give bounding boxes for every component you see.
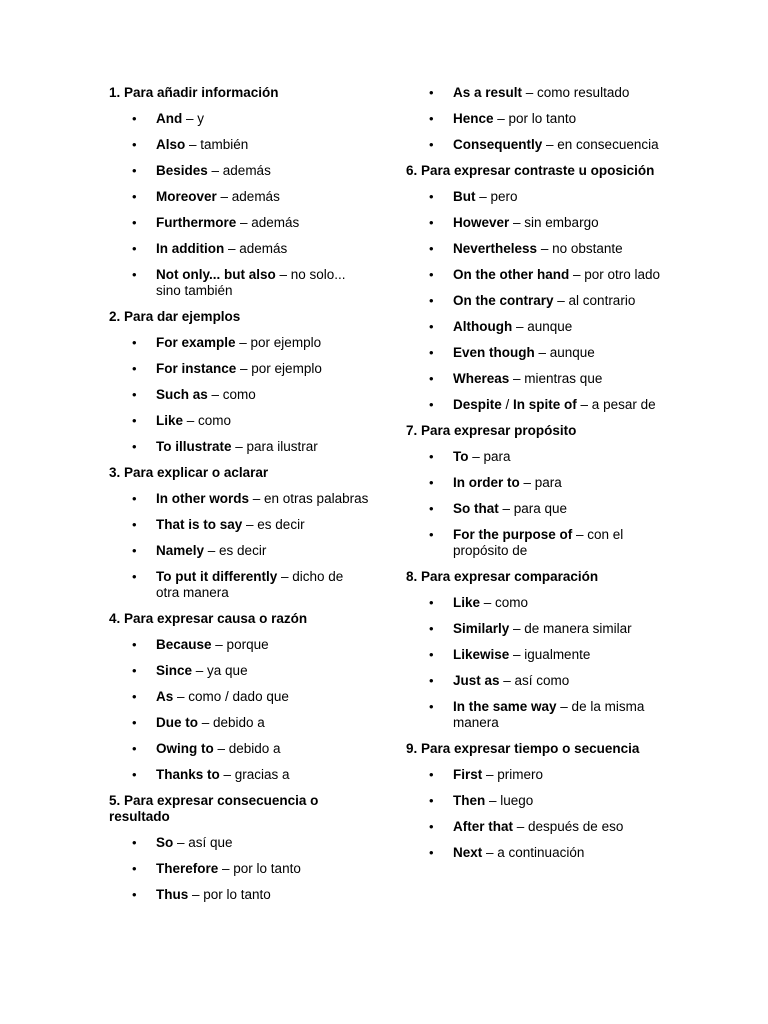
bullet-icon: • xyxy=(132,163,137,178)
bullet-icon: • xyxy=(132,491,137,506)
bullet-icon: • xyxy=(429,267,434,282)
translation: – no solo... sino también xyxy=(156,267,346,298)
translation: – por ejemplo xyxy=(235,335,322,350)
list-item xyxy=(406,137,668,153)
translation: – así que xyxy=(173,835,233,850)
section-title: 6. Para expresar contraste u oposición xyxy=(406,163,655,178)
list-item xyxy=(109,741,369,757)
bullet-icon: • xyxy=(429,189,434,204)
translation: – para que xyxy=(498,501,568,516)
term: Not only... but also xyxy=(156,267,276,282)
list-item xyxy=(109,267,369,299)
translation: – en otras palabras xyxy=(249,491,369,506)
term: Like xyxy=(453,595,481,610)
bullet-icon: • xyxy=(429,621,434,636)
term: Because xyxy=(156,637,212,652)
list-item xyxy=(406,793,668,809)
term: Similarly xyxy=(453,621,510,636)
translation: – después de eso xyxy=(513,819,624,834)
term: Like xyxy=(156,413,184,428)
bullet-icon: • xyxy=(429,647,434,662)
bullet-icon: • xyxy=(429,137,434,152)
translation: – con el propósito de xyxy=(453,527,624,558)
list-item xyxy=(406,215,668,231)
list-item xyxy=(406,371,668,387)
term: Furthermore xyxy=(156,215,237,230)
translation: – como xyxy=(207,387,256,402)
term: On the contrary xyxy=(453,293,554,308)
list-item xyxy=(109,689,369,705)
list-item xyxy=(406,475,668,491)
section-title: 4. Para expresar causa o razón xyxy=(109,611,308,626)
translation: – sin embargo xyxy=(509,215,599,230)
list-item xyxy=(406,845,668,861)
translation: – para ilustrar xyxy=(231,439,318,454)
list-item xyxy=(109,335,369,351)
translation: – también xyxy=(185,137,249,152)
term: Hence xyxy=(453,111,494,126)
bullet-icon: • xyxy=(132,887,137,902)
term: Moreover xyxy=(156,189,217,204)
bullet-icon: • xyxy=(429,673,434,688)
list-item xyxy=(109,569,369,601)
term: Besides xyxy=(156,163,208,178)
translation: – además xyxy=(216,189,280,204)
list-item xyxy=(109,491,369,507)
bullet-icon: • xyxy=(132,689,137,704)
bullet-icon: • xyxy=(429,345,434,360)
bullet-icon: • xyxy=(132,741,137,756)
bullet-icon: • xyxy=(429,501,434,516)
bullet-icon: • xyxy=(429,819,434,834)
term: On the other hand xyxy=(453,267,570,282)
bullet-icon: • xyxy=(132,137,137,152)
bullet-icon: • xyxy=(132,111,137,126)
section xyxy=(109,309,369,455)
term: Owing to xyxy=(156,741,214,756)
term: In order to xyxy=(453,475,520,490)
section xyxy=(109,793,369,903)
bullet-icon: • xyxy=(429,475,434,490)
translation: – mientras que xyxy=(509,371,603,386)
translation: – es decir xyxy=(242,517,305,532)
term: To xyxy=(453,449,469,464)
translation: – al contrario xyxy=(553,293,636,308)
bullet-icon: • xyxy=(132,189,137,204)
bullet-icon: • xyxy=(132,543,137,558)
term: To illustrate xyxy=(156,439,232,454)
section-title: 7. Para expresar propósito xyxy=(406,423,577,438)
bullet-icon: • xyxy=(132,387,137,402)
translation: / xyxy=(501,397,514,412)
list-item xyxy=(406,647,668,663)
bullet-icon: • xyxy=(429,793,434,808)
translation: – es decir xyxy=(204,543,267,558)
section xyxy=(109,611,369,783)
bullet-icon: • xyxy=(429,527,434,542)
translation: – por lo tanto xyxy=(188,887,271,902)
section-title: 2. Para dar ejemplos xyxy=(109,309,241,324)
term: That is to say xyxy=(156,517,243,532)
translation: – y xyxy=(182,111,205,126)
bullet-icon: • xyxy=(429,215,434,230)
term: But xyxy=(453,189,476,204)
list-item xyxy=(109,413,369,429)
section xyxy=(406,423,668,559)
bullet-icon: • xyxy=(132,517,137,532)
term: Thanks to xyxy=(156,767,220,782)
list-item xyxy=(406,293,668,309)
list-item xyxy=(109,241,369,257)
term: Despite xyxy=(453,397,502,412)
list-item xyxy=(406,397,668,413)
translation: – por otro lado xyxy=(569,267,661,282)
list-item xyxy=(406,501,668,517)
bullet-icon: • xyxy=(429,371,434,386)
list-item xyxy=(406,267,668,283)
bullet-icon: • xyxy=(429,397,434,412)
term: In the same way xyxy=(453,699,557,714)
term: Although xyxy=(453,319,513,334)
list-item xyxy=(109,517,369,533)
translation: – además xyxy=(236,215,300,230)
term: As a result xyxy=(453,85,523,100)
bullet-icon: • xyxy=(132,569,137,584)
bullet-icon: • xyxy=(429,767,434,782)
list-item xyxy=(109,137,369,153)
translation: – además xyxy=(224,241,288,256)
translation: – primero xyxy=(482,767,544,782)
list-item xyxy=(406,189,668,205)
translation: – por ejemplo xyxy=(236,361,322,376)
section xyxy=(109,85,369,299)
term: Therefore xyxy=(156,861,219,876)
translation: – debido a xyxy=(198,715,265,730)
translation: – aunque xyxy=(512,319,573,334)
term: Such as xyxy=(156,387,208,402)
bullet-icon: • xyxy=(132,767,137,782)
term: Namely xyxy=(156,543,205,558)
left-column xyxy=(109,85,369,913)
section-title: 8. Para expresar comparación xyxy=(406,569,599,584)
translation: – como xyxy=(480,595,529,610)
term: Thus xyxy=(156,887,189,902)
section-title: 1. Para añadir información xyxy=(109,85,279,100)
list-item xyxy=(406,449,668,465)
list-item xyxy=(109,715,369,731)
term: Due to xyxy=(156,715,198,730)
list-item xyxy=(109,439,369,455)
section xyxy=(406,741,668,861)
translation: – en consecuencia xyxy=(542,137,659,152)
list-item xyxy=(406,673,668,689)
term: For example xyxy=(156,335,236,350)
translation: – a continuación xyxy=(482,845,585,860)
translation: – así como xyxy=(499,673,570,688)
translation: – de manera similar xyxy=(509,621,632,636)
translation: – dicho de otra manera xyxy=(156,569,344,600)
list-item xyxy=(406,241,668,257)
bullet-icon: • xyxy=(132,215,137,230)
bullet-icon: • xyxy=(132,637,137,652)
translation: – a pesar de xyxy=(576,397,656,412)
bullet-icon: • xyxy=(429,111,434,126)
translation: – igualmente xyxy=(509,647,591,662)
term: Next xyxy=(453,845,483,860)
bullet-icon: • xyxy=(132,861,137,876)
bullet-icon: • xyxy=(132,663,137,678)
term: Consequently xyxy=(453,137,543,152)
term: Just as xyxy=(453,673,500,688)
bullet-icon: • xyxy=(132,413,137,428)
translation: – para xyxy=(468,449,511,464)
list-item xyxy=(406,319,668,335)
term: However xyxy=(453,215,510,230)
bullet-icon: • xyxy=(132,361,137,376)
translation: – de la misma manera xyxy=(453,699,645,730)
list-item xyxy=(109,835,369,851)
translation: – no obstante xyxy=(537,241,623,256)
term: In other words xyxy=(156,491,250,506)
list-item xyxy=(406,699,668,731)
term: In addition xyxy=(156,241,225,256)
term: Since xyxy=(156,663,193,678)
translation: – como resultado xyxy=(522,85,630,100)
term: Also xyxy=(156,137,186,152)
section xyxy=(406,163,668,413)
bullet-icon: • xyxy=(429,241,434,256)
translation: – pero xyxy=(475,189,518,204)
translation: – por lo tanto xyxy=(493,111,577,126)
list-item xyxy=(109,387,369,403)
translation: – por lo tanto xyxy=(218,861,301,876)
term: Even though xyxy=(453,345,535,360)
list-item xyxy=(109,111,369,127)
term: Whereas xyxy=(453,371,510,386)
term: First xyxy=(453,767,483,782)
list-item xyxy=(406,527,668,559)
section-title: 5. Para expresar consecuencia o resultado xyxy=(109,793,319,824)
bullet-icon: • xyxy=(429,319,434,334)
bullet-icon: • xyxy=(132,835,137,850)
list-item xyxy=(109,163,369,179)
translation: – para xyxy=(519,475,562,490)
translation: – ya que xyxy=(192,663,248,678)
bullet-icon: • xyxy=(429,845,434,860)
list-item xyxy=(109,663,369,679)
section xyxy=(109,465,369,601)
list-item xyxy=(109,767,369,783)
bullet-icon: • xyxy=(132,267,137,282)
term: As xyxy=(156,689,174,704)
term: Likewise xyxy=(453,647,510,662)
list-item xyxy=(109,361,369,377)
term: After that xyxy=(453,819,513,834)
term: For the purpose of xyxy=(453,527,573,542)
translation: – además xyxy=(207,163,271,178)
list-item xyxy=(109,189,369,205)
term: And xyxy=(156,111,183,126)
bullet-icon: • xyxy=(132,715,137,730)
term: So xyxy=(156,835,174,850)
term: In spite of xyxy=(513,397,577,412)
section-title: 9. Para expresar tiempo o secuencia xyxy=(406,741,640,756)
list-item xyxy=(406,85,668,101)
bullet-icon: • xyxy=(429,293,434,308)
term: To put it differently xyxy=(156,569,278,584)
list-item xyxy=(109,861,369,877)
list-item xyxy=(109,543,369,559)
list-item xyxy=(406,621,668,637)
section-title: 3. Para explicar o aclarar xyxy=(109,465,269,480)
term: Nevertheless xyxy=(453,241,538,256)
translation: – como xyxy=(183,413,232,428)
section xyxy=(406,569,668,731)
list-item xyxy=(109,637,369,653)
translation: – porque xyxy=(211,637,269,652)
translation: – gracias a xyxy=(219,767,290,782)
list-item xyxy=(109,887,369,903)
list-item xyxy=(406,111,668,127)
list-item xyxy=(406,767,668,783)
list-item xyxy=(406,595,668,611)
list-item xyxy=(109,215,369,231)
term: For instance xyxy=(156,361,237,376)
translation: – debido a xyxy=(213,741,281,756)
bullet-icon: • xyxy=(132,439,137,454)
section xyxy=(406,85,668,153)
translation: – como / dado que xyxy=(173,689,289,704)
bullet-icon: • xyxy=(429,595,434,610)
term: So that xyxy=(453,501,499,516)
list-item xyxy=(406,819,668,835)
translation: – aunque xyxy=(534,345,595,360)
term: Then xyxy=(453,793,486,808)
bullet-icon: • xyxy=(429,699,434,714)
list-item xyxy=(406,345,668,361)
bullet-icon: • xyxy=(132,241,137,256)
right-column xyxy=(406,85,668,871)
bullet-icon: • xyxy=(132,335,137,350)
translation: – luego xyxy=(485,793,534,808)
bullet-icon: • xyxy=(429,449,434,464)
bullet-icon: • xyxy=(429,85,434,100)
